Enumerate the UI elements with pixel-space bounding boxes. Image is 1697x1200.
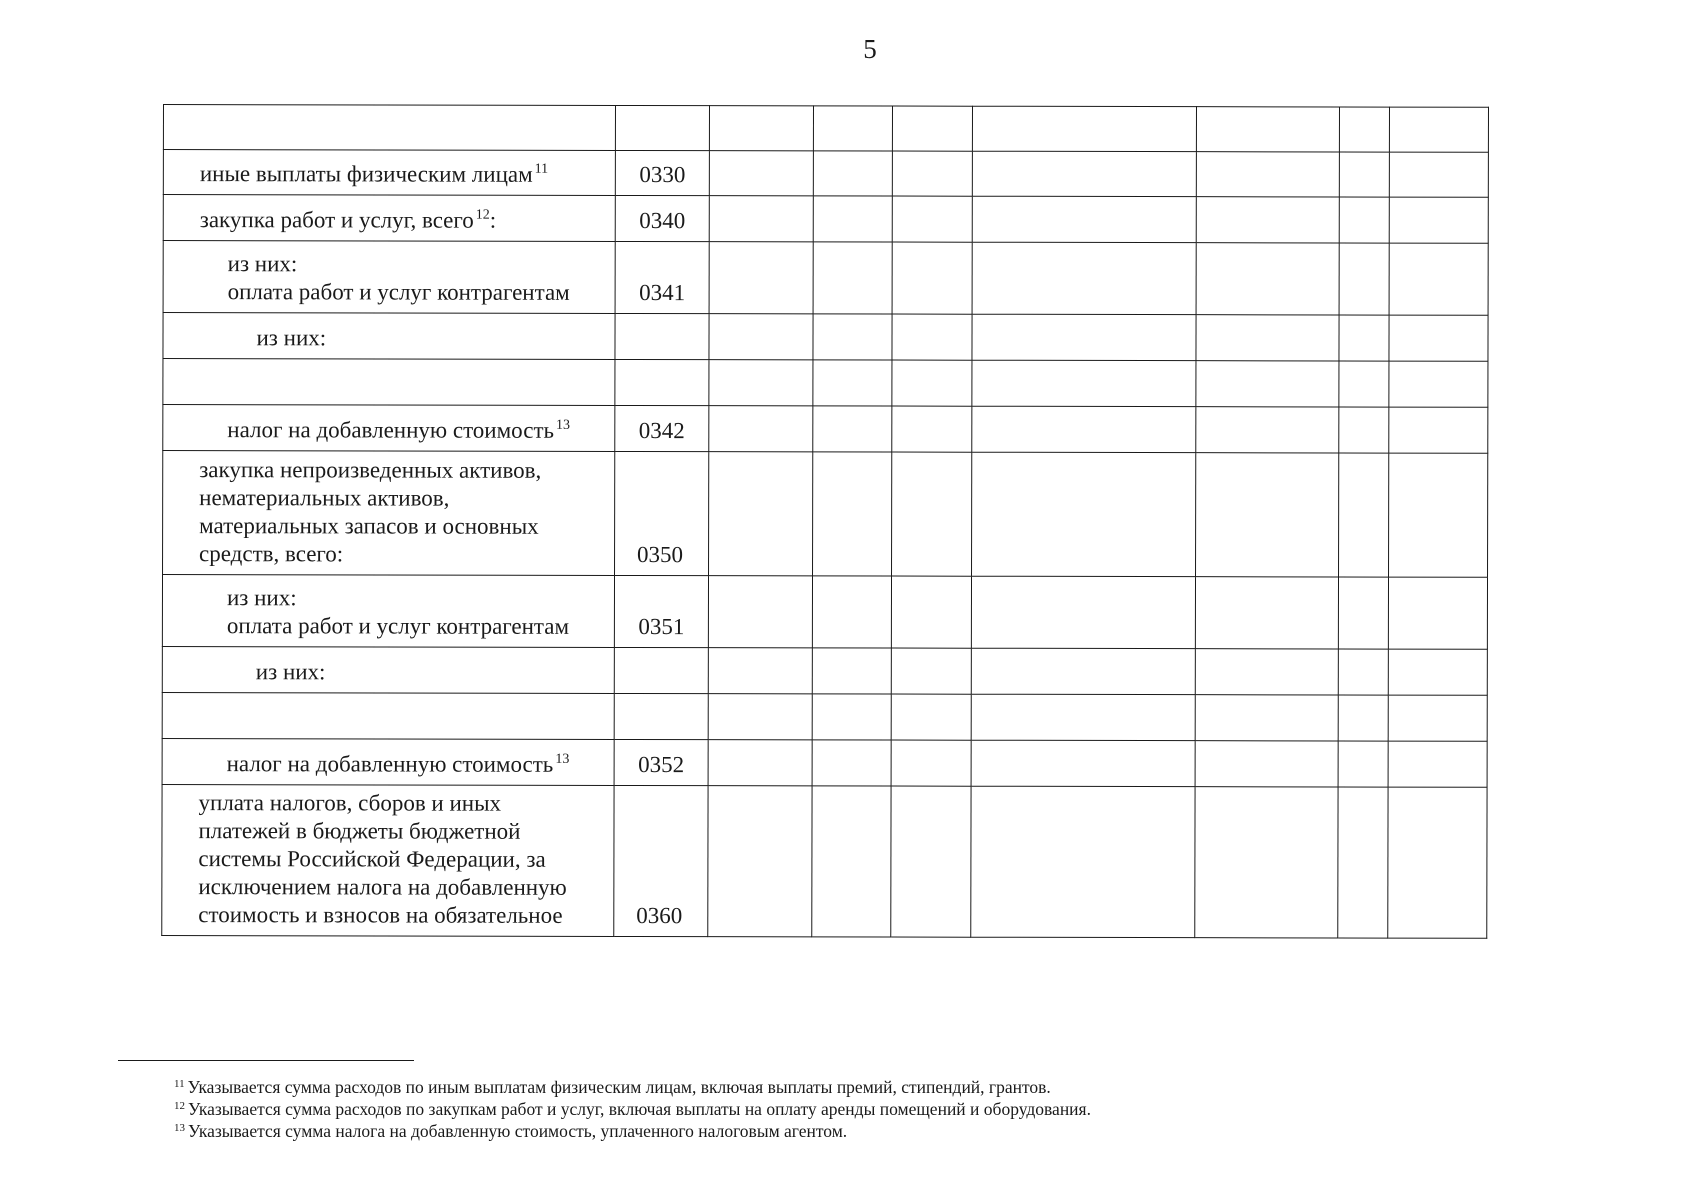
value-cell	[812, 740, 891, 786]
value-cell	[971, 576, 1195, 648]
label-suffix: :	[489, 207, 497, 233]
row-label-cell	[163, 105, 615, 151]
value-cell	[709, 360, 813, 406]
row-label-line: материальных запасов и основных	[199, 513, 539, 539]
value-cell	[1389, 453, 1488, 577]
row-code-cell	[615, 359, 709, 405]
value-cell	[1195, 649, 1338, 695]
value-cell	[1339, 243, 1389, 315]
value-cell	[813, 314, 892, 360]
value-cell	[1389, 361, 1488, 407]
row-code-cell: 0350	[615, 451, 709, 575]
row-label-cell	[163, 451, 615, 576]
value-cell	[708, 648, 812, 694]
value-cell	[1196, 107, 1339, 152]
row-label-cell	[162, 646, 614, 693]
row-label-cell	[163, 195, 615, 242]
row-code-cell: 0352	[614, 739, 708, 785]
value-cell	[1338, 577, 1388, 649]
row-code-cell	[614, 693, 708, 739]
row-code-cell: 0341	[615, 241, 709, 313]
value-cell	[708, 576, 812, 648]
value-cell	[709, 196, 813, 242]
value-cell	[709, 106, 813, 151]
value-cell	[1339, 453, 1389, 577]
row-label-line: из них:	[227, 251, 298, 277]
value-cell	[1389, 152, 1488, 197]
value-cell	[1338, 649, 1388, 695]
value-cell	[813, 242, 892, 314]
row-label-line: системы Российской Федерации, за	[198, 846, 546, 872]
footnote-text: Указывается сумма расходов по закупкам работ и услуг, включая выплаты на оплату аренды помещений и оборудования.	[188, 1099, 1091, 1119]
value-cell	[1196, 152, 1339, 197]
value-cell	[892, 151, 972, 196]
value-cell	[812, 694, 891, 740]
footnote-13: $^{13}$ Указывается сумма налога на добавленную стоимость, уплаченного налоговым агентом.	[174, 1121, 848, 1141]
value-cell	[1389, 197, 1488, 243]
value-cell	[1389, 407, 1488, 453]
row-label-cell	[162, 575, 614, 648]
value-cell	[1388, 577, 1487, 649]
value-cell	[1339, 315, 1389, 361]
table-row	[163, 313, 1488, 362]
value-cell	[812, 786, 891, 937]
footnote-11: $^{11}$ Указывается сумма расходов по иным выплатам физическим лицам, включая выплаты премий, стипендий, грантов.	[174, 1077, 1051, 1097]
value-cell	[972, 151, 1196, 196]
report-table	[161, 104, 1489, 939]
value-cell	[709, 452, 813, 576]
row-code-cell: 0330	[615, 150, 709, 195]
row-code-cell	[615, 105, 709, 150]
value-cell	[891, 576, 971, 648]
value-cell	[708, 740, 812, 786]
value-cell	[1338, 741, 1388, 787]
table-row	[162, 692, 1487, 741]
row-label-cell	[163, 150, 615, 196]
value-cell	[891, 648, 971, 694]
value-cell	[972, 314, 1196, 360]
row-label-line: налог на добавленную стоимость $^{13}$	[226, 751, 570, 777]
value-cell	[1388, 695, 1487, 741]
table-row	[163, 451, 1488, 578]
row-label-line: уплата налогов, сборов и иных	[198, 790, 502, 816]
row-label-line: стоимость и взносов на обязательное	[198, 902, 563, 928]
table-row	[163, 195, 1488, 244]
value-cell	[813, 151, 892, 196]
value-cell	[1339, 407, 1389, 453]
row-code-cell	[614, 647, 708, 693]
value-cell	[1339, 361, 1389, 407]
value-cell	[708, 786, 812, 937]
row-label-cell	[163, 359, 615, 406]
value-cell	[1339, 152, 1389, 197]
value-cell	[813, 452, 892, 576]
value-cell	[1196, 243, 1339, 315]
value-cell	[971, 648, 1195, 694]
value-cell	[1338, 787, 1388, 938]
footnote-text: Указывается сумма расходов по иным выплатам физическим лицам, включая выплаты премий, стипендий, грантов.	[187, 1077, 1051, 1097]
row-label-line	[199, 398, 604, 399]
value-cell	[972, 360, 1196, 406]
value-cell	[1196, 197, 1339, 243]
value-cell	[709, 151, 813, 196]
value-cell	[972, 452, 1196, 576]
value-cell	[972, 106, 1196, 151]
row-label-cell	[163, 405, 615, 452]
value-cell	[1195, 695, 1338, 741]
table-row	[163, 405, 1488, 454]
value-cell	[892, 314, 972, 360]
value-cell	[1196, 315, 1339, 361]
value-cell	[1389, 107, 1488, 152]
value-cell	[892, 106, 972, 151]
footnote-separator	[118, 1060, 414, 1061]
footnote-12: $^{12}$ Указывается сумма расходов по закупкам работ и услуг, включая выплаты на оплату аренды помещений и оборудования.	[174, 1099, 1091, 1119]
row-label-line: нематериальных активов,	[199, 485, 450, 511]
value-cell	[1195, 741, 1338, 787]
value-cell	[891, 740, 971, 786]
row-label-cell	[162, 692, 614, 739]
value-cell	[812, 648, 891, 694]
value-cell	[1389, 243, 1488, 315]
table-row	[162, 738, 1487, 787]
footnotes	[174, 1076, 1091, 1142]
footnote-ref: 13	[555, 751, 570, 767]
value-cell	[1388, 649, 1487, 695]
row-label-line: из них:	[226, 585, 297, 611]
row-label-line	[200, 143, 605, 144]
row-label-cell	[163, 241, 615, 314]
row-label-line	[199, 732, 604, 733]
row-label-cell	[162, 738, 614, 785]
value-cell	[891, 694, 971, 740]
footnote-ref: 12	[475, 207, 490, 223]
row-label-line: иные выплаты физическим лицам $^{11}$	[199, 161, 549, 187]
footnote-text: Указывается сумма налога на добавленную стоимость, уплаченного налоговым агентом.	[188, 1121, 848, 1141]
value-cell	[1388, 787, 1487, 938]
row-label-line: оплата работ и услуг контрагентам	[227, 279, 570, 305]
value-cell	[813, 106, 892, 151]
value-cell	[1196, 453, 1339, 577]
row-label-line: закупка работ и услуг, всего $^{12}$:	[199, 207, 497, 233]
table-row	[163, 150, 1488, 198]
row-code-cell: 0351	[614, 575, 708, 647]
value-cell	[892, 452, 972, 576]
value-cell	[1195, 577, 1338, 649]
value-cell	[972, 242, 1196, 314]
row-label-line: средств, всего:	[199, 541, 344, 567]
row-label-cell	[162, 784, 614, 936]
row-code-cell: 0340	[615, 195, 709, 241]
value-cell	[1196, 407, 1339, 453]
value-cell	[1196, 361, 1339, 407]
table-row	[162, 784, 1487, 938]
row-label-cell	[163, 313, 615, 360]
value-cell	[709, 242, 813, 314]
value-cell	[813, 360, 892, 406]
row-code-cell: 0360	[614, 785, 708, 936]
value-cell	[813, 196, 892, 242]
table-row	[162, 646, 1487, 695]
value-cell	[971, 786, 1195, 937]
value-cell	[892, 360, 972, 406]
page-number: 5	[863, 34, 877, 64]
value-cell	[891, 786, 971, 937]
value-cell	[892, 196, 972, 242]
value-cell	[1338, 695, 1388, 741]
value-cell	[708, 694, 812, 740]
value-cell	[1388, 741, 1487, 787]
row-label-line: из них:	[256, 325, 327, 351]
row-label-line: исключением налога на добавленную	[198, 874, 567, 900]
table-row	[163, 105, 1488, 153]
table-row	[162, 575, 1487, 650]
value-cell	[1195, 787, 1338, 938]
row-label-line: платежей в бюджеты бюджетной	[198, 818, 521, 844]
value-cell	[892, 242, 972, 314]
value-cell	[972, 196, 1196, 242]
value-cell	[971, 740, 1195, 786]
value-cell	[709, 314, 813, 360]
row-code-cell	[615, 313, 709, 359]
value-cell	[1389, 315, 1488, 361]
row-label-line: закупка непроизведенных активов,	[199, 457, 542, 483]
value-cell	[813, 406, 892, 452]
value-cell	[971, 694, 1195, 740]
value-cell	[1339, 197, 1389, 243]
value-cell	[972, 406, 1196, 452]
row-code-cell: 0342	[615, 405, 709, 451]
value-cell	[892, 406, 972, 452]
value-cell	[1339, 107, 1389, 152]
footnote-ref: 13	[556, 417, 571, 433]
footnote-ref: 11	[534, 161, 549, 177]
value-cell	[812, 576, 891, 648]
row-label-line: из них:	[255, 659, 326, 685]
table-row	[163, 359, 1488, 408]
row-label-line: налог на добавленную стоимость $^{13}$	[227, 417, 571, 443]
value-cell	[709, 406, 813, 452]
row-label-line: оплата работ и услуг контрагентам	[226, 613, 570, 639]
table-row	[163, 241, 1488, 316]
